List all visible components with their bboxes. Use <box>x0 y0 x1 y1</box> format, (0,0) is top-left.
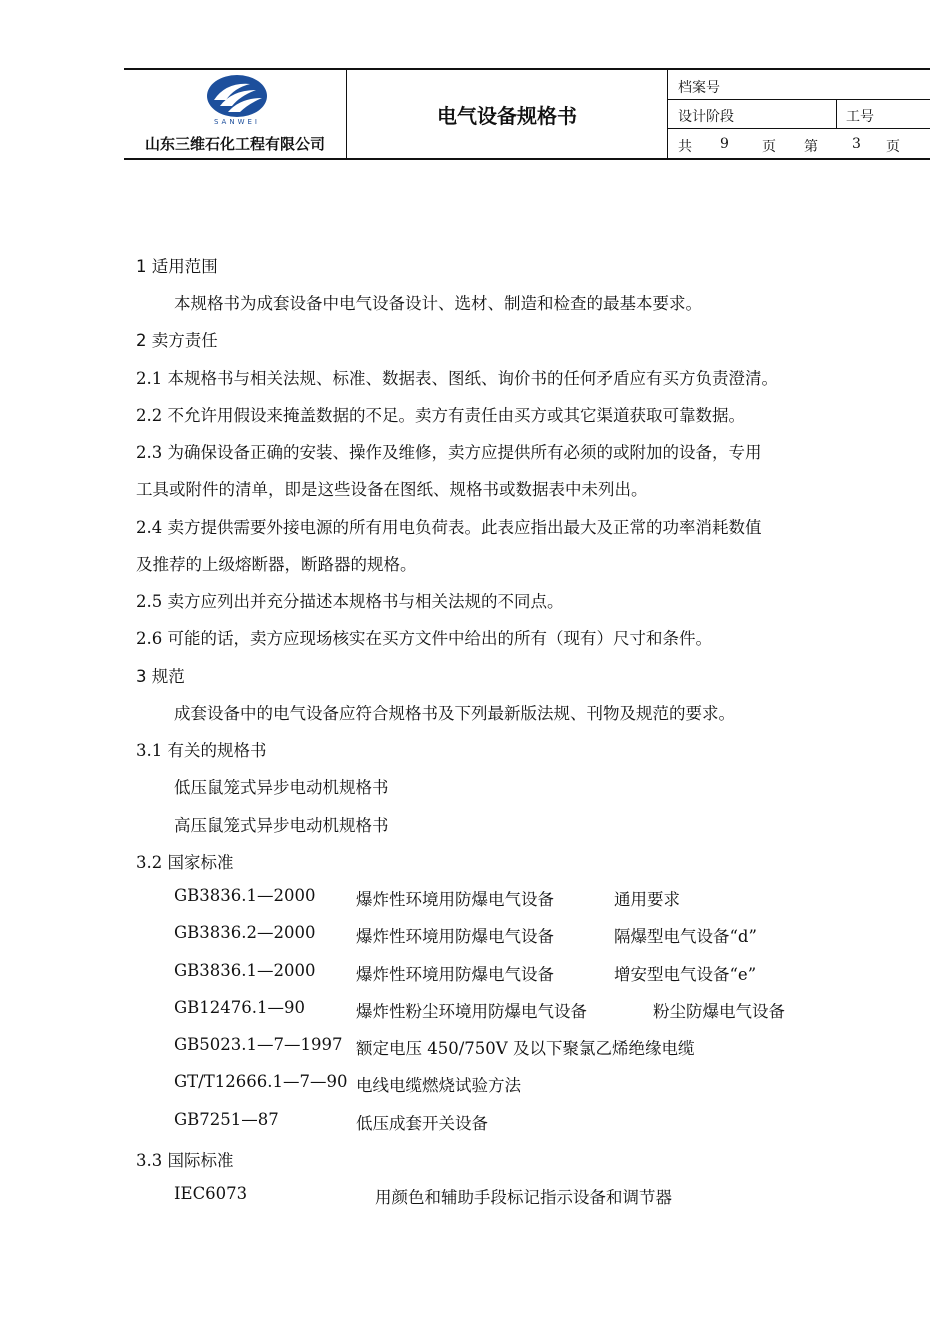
standard-name: 额定电压 450/750V 及以下聚氯乙烯绝缘电缆 <box>356 1039 695 1058</box>
archive-no-row <box>668 70 930 100</box>
clause-2-4-line2: 及推荐的上级熔断器，断路器的规格。 <box>136 555 417 574</box>
clause-3-1: 3.1 有关的规格书 <box>136 741 267 760</box>
standard-subtitle: 粉尘防爆电气设备 <box>653 1002 785 1021</box>
section-1-paragraph: 本规格书为成套设备中电气设备设计、选材、制造和检查的最基本要求。 <box>174 294 702 313</box>
clause-3-2: 3.2 国家标准 <box>136 853 234 872</box>
clause-2-3-line2: 工具或附件的清单，即是这些设备在图纸、规格书或数据表中未列出。 <box>136 480 648 499</box>
standard-name: 低压成套开关设备 <box>356 1114 488 1133</box>
job-no-cell <box>836 99 931 128</box>
archive-no-label: 档案号 <box>678 80 720 96</box>
page-total: 9 <box>720 136 729 152</box>
section-3-heading: 3 规范 <box>136 667 185 686</box>
page-current: 3 <box>852 136 861 152</box>
design-stage-row <box>668 99 930 129</box>
clause-2-5: 2.5 卖方应列出并充分描述本规格书与相关法规的不同点。 <box>136 592 564 611</box>
standard-name: 爆炸性环境用防爆电气设备 <box>356 890 554 909</box>
section-2-heading: 2 卖方责任 <box>136 331 218 350</box>
standard-name: 爆炸性环境用防爆电气设备 <box>356 965 554 984</box>
standard-name: 电线电缆燃烧试验方法 <box>356 1076 521 1095</box>
document-info <box>668 70 930 158</box>
page-current-unit: 页 <box>886 139 900 155</box>
standard-name: 爆炸性粉尘环境用防爆电气设备 <box>356 1002 587 1021</box>
standard-subtitle: 隔爆型电气设备“d” <box>614 927 757 946</box>
page-unit: 页 <box>762 139 776 155</box>
standard-code: GB3836.2—2000 <box>174 923 316 942</box>
standard-code: GB12476.1—90 <box>174 998 306 1017</box>
clause-3-3: 3.3 国际标准 <box>136 1151 234 1170</box>
spec-item-low-voltage: 低压鼠笼式异步电动机规格书 <box>174 778 389 797</box>
section-1-heading: 1 适用范围 <box>136 257 218 276</box>
clause-2-1: 2.1 本规格书与相关法规、标准、数据表、图纸、询价书的任何矛盾应有买方负责澄清。 <box>136 369 778 388</box>
page-total-prefix: 共 <box>678 139 692 155</box>
page-current-prefix: 第 <box>804 139 818 155</box>
standard-code: GB3836.1—2000 <box>174 886 316 905</box>
section-3-paragraph: 成套设备中的电气设备应符合规格书及下列最新版法规、刊物及规范的要求。 <box>174 704 735 723</box>
clause-2-4-line1: 2.4 卖方提供需要外接电源的所有用电负荷表。此表应指出最大及正常的功率消耗数值 <box>136 518 762 537</box>
clause-2-6: 2.6 可能的话，卖方应现场核实在买方文件中给出的所有（现有）尺寸和条件。 <box>136 629 712 648</box>
standard-code: GB3836.1—2000 <box>174 961 316 980</box>
standard-code: GT/T12666.1—7—90 <box>174 1072 348 1091</box>
design-stage-label: 设计阶段 <box>678 109 734 125</box>
standard-subtitle: 通用要求 <box>614 890 680 909</box>
svg-text:SANWEI: SANWEI <box>213 118 261 126</box>
standard-name: 爆炸性环境用防爆电气设备 <box>356 927 554 946</box>
clause-2-3-line1: 2.3 为确保设备正确的安装、操作及维修，卖方应提供所有必须的或附加的设备，专用 <box>136 443 762 462</box>
page-info-row <box>668 128 930 158</box>
job-no-label: 工号 <box>846 109 874 125</box>
standard-code: IEC6073 <box>174 1184 248 1203</box>
document-title: 电气设备规格书 <box>437 104 577 128</box>
standard-subtitle: 增安型电气设备“e” <box>614 965 757 984</box>
logo-wordmark <box>204 114 270 128</box>
standard-code: GB7251—87 <box>174 1110 279 1129</box>
title-cell <box>347 70 668 158</box>
company-logo-cell <box>124 70 347 158</box>
clause-2-2: 2.2 不允许用假设来掩盖数据的不足。卖方有责任由买方或其它渠道获取可靠数据。 <box>136 406 745 425</box>
spec-item-high-voltage: 高压鼠笼式异步电动机规格书 <box>174 816 389 835</box>
document-header <box>124 68 930 160</box>
company-name: 山东三维石化工程有限公司 <box>144 135 325 153</box>
standard-name: 用颜色和辅助手段标记指示设备和调节器 <box>375 1188 672 1207</box>
standard-code: GB5023.1—7—1997 <box>174 1035 343 1054</box>
